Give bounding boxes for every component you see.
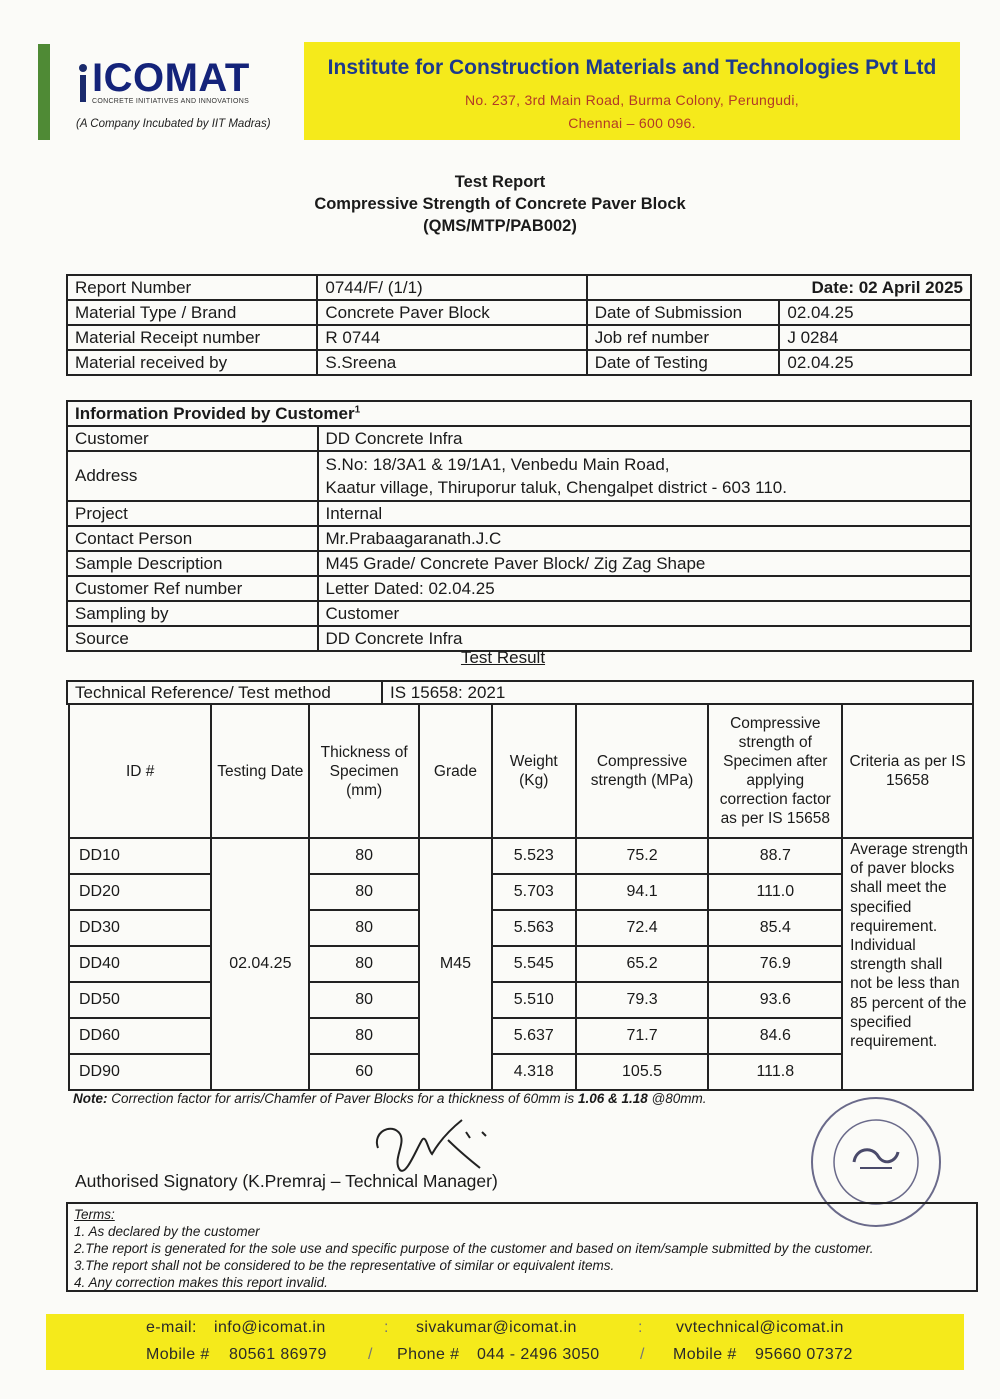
cell-id: DD10 [69, 838, 211, 874]
project-value: Internal [318, 501, 972, 526]
cell-weight: 5.545 [492, 946, 576, 982]
received-by-value: S.Sreena [317, 350, 586, 375]
address-label: Address [67, 451, 318, 501]
date-testing-label: Date of Testing [587, 350, 780, 375]
header-id: ID # [69, 704, 211, 838]
cell-testing-date: 02.04.25 [211, 838, 309, 1090]
address-value [318, 451, 972, 501]
report-date: Date: 02 April 2025 [587, 275, 971, 300]
mobile2-number: 95660 07372 [755, 1346, 853, 1363]
cell-grade: M45 [419, 838, 492, 1090]
cell-strength: 75.2 [576, 838, 709, 874]
cell-thickness: 60 [309, 1054, 419, 1090]
table-row [69, 1054, 973, 1090]
footer-separator: : [638, 1319, 643, 1336]
cell-thickness: 80 [309, 946, 419, 982]
header-weight: Weight (Kg) [492, 704, 576, 838]
terms-item: 2.The report is generated for the sole use and specific purpose of the customer and based on item/sample submitted by the customer. [74, 1241, 874, 1256]
header-thickness: Thickness of Specimen (mm) [309, 704, 419, 838]
header-corrected-strength: Compressive strength of Specimen after applying correction factor as per IS 15658 [708, 704, 842, 838]
sample-description-value: M45 Grade/ Concrete Paver Block/ Zig Zag Shape [318, 551, 972, 576]
report-subtitle: Compressive Strength of Concrete Paver Block [314, 195, 686, 213]
email-label: e-mail: [146, 1319, 197, 1336]
job-ref-label: Job ref number [587, 325, 780, 350]
project-label: Project [67, 501, 318, 526]
contact-person-value: Mr.Prabaagaranath.J.C [318, 526, 972, 551]
contact-person-label: Contact Person [67, 526, 318, 551]
cell-thickness: 80 [309, 982, 419, 1018]
institute-address-line1: No. 237, 3rd Main Road, Burma Colony, Perungudi, [465, 92, 799, 108]
table-row [69, 946, 973, 982]
contact-footer [46, 1314, 964, 1370]
header-banner [304, 42, 960, 140]
date-testing-value: 02.04.25 [779, 350, 971, 375]
cell-strength: 105.5 [576, 1054, 709, 1090]
footer-separator: / [640, 1346, 645, 1363]
cell-corrected: 111.0 [708, 874, 842, 910]
source-value: DD Concrete Infra [318, 626, 972, 651]
job-ref-value: J 0284 [779, 325, 971, 350]
header-testing-date: Testing Date [211, 704, 309, 838]
table-row [69, 874, 973, 910]
report-number-label: Report Number [67, 275, 317, 300]
source-label: Source [67, 626, 318, 651]
cell-weight: 5.637 [492, 1018, 576, 1054]
cell-thickness: 80 [309, 838, 419, 874]
cell-id: DD40 [69, 946, 211, 982]
cell-id: DD20 [69, 874, 211, 910]
test-result-title: Test Result [460, 648, 546, 667]
date-submission-label: Date of Submission [587, 300, 780, 325]
terms-box [66, 1202, 978, 1292]
sampling-by-label: Sampling by [67, 601, 318, 626]
cell-corrected: 88.7 [708, 838, 842, 874]
terms-item: 4. Any correction makes this report invalid. [74, 1275, 328, 1290]
cell-thickness: 80 [309, 910, 419, 946]
mobile2-label: Mobile # [673, 1346, 737, 1363]
cell-thickness: 80 [309, 1018, 419, 1054]
customer-value: DD Concrete Infra [318, 426, 972, 451]
cell-id: DD90 [69, 1054, 211, 1090]
institute-name: Institute for Construction Materials and Technologies Pvt Ltd [327, 56, 937, 79]
cell-weight: 5.510 [492, 982, 576, 1018]
results-header-row [69, 704, 973, 838]
authorised-signatory: Authorised Signatory (K.Premraj – Technical Manager) [75, 1171, 498, 1191]
signature-image [370, 1110, 510, 1180]
report-details-table [66, 274, 972, 376]
cell-id: DD50 [69, 982, 211, 1018]
cell-strength: 71.7 [576, 1018, 709, 1054]
logo-i-icon [78, 64, 88, 102]
footer-separator: : [384, 1319, 389, 1336]
receipt-number-label: Material Receipt number [67, 325, 317, 350]
cell-corrected: 84.6 [708, 1018, 842, 1054]
cell-criteria: Average strength of paver blocks shall meet the specified requirement. Individual strength shall not be less than 85 percent of the specified requirement. [842, 838, 973, 1090]
customer-label: Customer [67, 426, 318, 451]
address-line1: S.No: 18/3A1 & 19/1A1, Venbedu Main Road, [325, 455, 670, 474]
customer-ref-label: Customer Ref number [67, 576, 318, 601]
phone-label: Phone # [397, 1346, 460, 1363]
received-by-label: Material received by [67, 350, 317, 375]
footer-separator: / [368, 1346, 373, 1363]
sample-description-label: Sample Description [67, 551, 318, 576]
cell-weight: 4.318 [492, 1054, 576, 1090]
report-code: (QMS/MTP/PAB002) [423, 217, 577, 235]
header-strength: Compressive strength (MPa) [576, 704, 709, 838]
customer-info-table [66, 400, 972, 652]
terms-heading: Terms: [74, 1207, 115, 1222]
terms-item: 3.The report shall not be considered to be the representative of similar or equivalent items. [74, 1258, 615, 1273]
customer-ref-value: Letter Dated: 02.04.25 [318, 576, 972, 601]
mobile1-label: Mobile # [146, 1346, 210, 1363]
cell-thickness: 80 [309, 874, 419, 910]
receipt-number-value: R 0744 [317, 325, 586, 350]
cell-weight: 5.703 [492, 874, 576, 910]
material-type-label: Material Type / Brand [67, 300, 317, 325]
email-sivakumar-link[interactable]: sivakumar@icomat.in [416, 1319, 577, 1336]
technical-reference-table [66, 680, 974, 705]
cell-corrected: 76.9 [708, 946, 842, 982]
terms-item: 1. As declared by the customer [74, 1224, 260, 1239]
mobile1-number: 80561 86979 [229, 1346, 327, 1363]
customer-info-heading: Information Provided by Customer$^1$ [67, 401, 971, 426]
report-number-value: 0744/F/ (1/1) [317, 275, 586, 300]
cell-id: DD30 [69, 910, 211, 946]
institute-address-line2: Chennai – 600 096. [568, 115, 696, 131]
table-row [69, 910, 973, 946]
phone-number: 044 - 2496 3050 [477, 1346, 600, 1363]
cell-corrected: 85.4 [708, 910, 842, 946]
cell-strength: 94.1 [576, 874, 709, 910]
date-submission-value: 02.04.25 [779, 300, 971, 325]
logo-tagline: CONCRETE INITIATIVES AND INNOVATIONS [92, 98, 250, 105]
header-criteria: Criteria as per IS 15658 [842, 704, 973, 838]
logo-name: ICOMAT [92, 56, 250, 100]
test-results-table [68, 703, 974, 1091]
cell-weight: 5.523 [492, 838, 576, 874]
table-row [69, 838, 973, 874]
cell-weight: 5.563 [492, 910, 576, 946]
table-row [69, 982, 973, 1018]
cell-corrected: 111.8 [708, 1054, 842, 1090]
sampling-by-value: Customer [318, 601, 972, 626]
header-grade: Grade [419, 704, 492, 838]
cell-id: DD60 [69, 1018, 211, 1054]
correction-note: Note: Correction factor for arris/Chamfer of Paver Blocks for a thickness of 60mm is 1.06 & 1.18 @80mm. [73, 1091, 707, 1106]
report-title: Test Report [454, 173, 546, 191]
cell-strength: 79.3 [576, 982, 709, 1018]
address-line2: Kaatur village, Thiruporur taluk, Chengalpet district - 603 110. [325, 478, 787, 497]
cell-strength: 72.4 [576, 910, 709, 946]
email-info-link[interactable]: info@icomat.in [214, 1319, 326, 1336]
cell-strength: 65.2 [576, 946, 709, 982]
table-row [69, 1018, 973, 1054]
technical-reference-label: Technical Reference/ Test method [67, 681, 382, 704]
cell-corrected: 93.6 [708, 982, 842, 1018]
logo-subtitle: (A Company Incubated by IIT Madras) [76, 118, 271, 130]
company-logo [70, 56, 300, 136]
material-type-value: Concrete Paver Block [317, 300, 586, 325]
email-vvtechnical-link[interactable]: vvtechnical@icomat.in [676, 1319, 844, 1336]
technical-reference-value: IS 15658: 2021 [382, 681, 973, 704]
header-green-bar [38, 44, 50, 140]
